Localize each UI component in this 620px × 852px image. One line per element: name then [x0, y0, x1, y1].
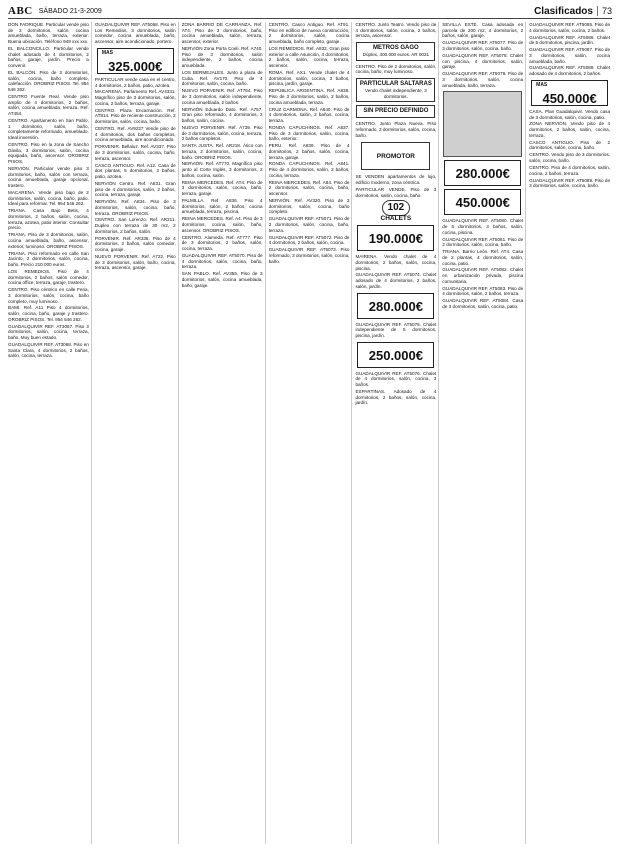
classified-ad: NUEVO PORVENIR. Ref. AT764. Piso de 3 dormitorios, salón independiente, cocina amueblada, 2 baños.: [181, 88, 263, 105]
classified-ad: GUADALQUIVIR REF. AT5079. Piso de 3 dormitorios, salón, cocina amueblada, baño, terraza.: [442, 71, 524, 88]
page-number: 73: [597, 6, 612, 16]
classified-ad: NUEVO PORVENIR. Ref. A739. Piso de 3 dormitorios, salón, cocina, terraza, 2 baños completos.: [181, 124, 263, 142]
price-value: 280.000€: [455, 166, 510, 182]
classified-ad: CENTRO. Ref. AV9227 Vende piso de 4 dormitorios, dos baños completos, cocina amueblada, aire acondicionado.: [94, 126, 176, 143]
classified-ad: EL BALCONCILLO. Particular vende chalet adosado de 4 dormitorios, 2 baños, garaje, jardín. Precio a convenir.: [8, 46, 89, 69]
classified-ad: TRIANA. Barrio León. Ref. AT4. Casa de 2 plantas, 4 dormitorios, salón, cocina, patio.: [442, 249, 524, 266]
classified-ad: NERVIÓN. Ref. AV320. Piso de 3 dormitorios, salón, cocina, baño completo.: [268, 198, 350, 215]
classified-ad: ZONA NERVIÓN. Vendo piso de 4 dormitorios, 2 baños, salón, cocina, terraza.: [529, 121, 611, 138]
ad-box-title: SIN PRECIO DEFINIDO: [363, 108, 429, 115]
price-label: MAS: [536, 81, 548, 88]
classified-ad: GUADALQUIVIR REF. AT5087. Piso de 3 dormitorios, salón, cocina amueblada, baño.: [529, 47, 611, 64]
classified-ad: GUADALQUIVIR REF. AT5078. Chalet con piscina, 4 dormitorios, salón, garaje.: [442, 52, 524, 70]
column-7: [529, 22, 612, 844]
classified-ad: PERU. Ref. A839. Piso de 4 dormitorios, 2 baños, salón, cocina, terraza, garaje.: [268, 143, 350, 160]
classified-ad: CRUZ CARMONA. Ref. A840. Piso de 4 dormitorios, salón, 2 baños, cocina, terraza.: [268, 106, 350, 123]
classified-ad: GUADALQUIVIR REF. AT5085. Piso de 4 dormitorios, salón, cocina, 2 baños.: [529, 22, 611, 33]
classified-ad: NERVIÓN Zona Porta Coeli. Ref. A740. Piso de 3 dormitorios, salón independiente, 2 baños, cocina amueblada.: [181, 46, 263, 69]
ad-box-title: METROS GAGO: [373, 45, 419, 52]
classified-ad: CASCO ANTIGUO. Ref. A12. Casa de dos plantas, 5 dormitorios, 2 baños, patio, azotea.: [94, 162, 176, 179]
price-value: 450.000€: [455, 195, 510, 211]
price-box: [357, 225, 434, 251]
classified-ad: TRIANA. Piso reformado en calle San Jacinto, 2 dormitorios, salón, cocina, baño. Precio 210.000 euros.: [8, 250, 89, 267]
section-title: Clasificados: [534, 5, 593, 17]
column-5: [355, 22, 439, 844]
classified-ad: ESPARTINAS. Adosado de 4 dormitorios, 2 baños, salón, cocina, jardín.: [355, 388, 437, 406]
classified-ad: GUADALQUIVIR REF. AT3067. Piso 3 dormitorios, salón, cocina, terraza, baño. Muy buen estado.: [8, 323, 89, 341]
column-1: [8, 22, 92, 844]
classified-ad: SEVILLA ESTE. Casa adosada en parcela de 200 m2, 4 dormitorios, 2 baños, salón, garaje.: [442, 22, 524, 39]
ad-box-text: Vendo chalet independiente, 3 dormitorios.: [364, 88, 427, 99]
column-3: [182, 22, 266, 844]
classified-ad: GUADALQUIVIR REF. AT5074. Chalet adosado de 4 dormitorios, 2 baños, salón, jardín.: [355, 272, 437, 289]
classified-ad: MACARENA. Parlamento Ref. AV4331. Magnífico piso de 3 dormitorios, salón, cocina, 2 baños, terraza, garaje.: [94, 89, 176, 106]
price-box: [97, 48, 174, 74]
price-value: 250.000€: [368, 347, 423, 363]
classified-ad: NERVIÓN. Particular vende piso 3 dormitorios, baño, salón con terraza, cocina amueblada, garaje opcional, trastero.: [8, 166, 89, 189]
classified-ad: NUEVO PORVENIR. Ref. A722. Piso de 3 dormitorios, salón, baño, cocina, terraza, ascensor, garaje.: [94, 254, 176, 271]
classified-ad: RONDA CAPUCHINOS. Ref. A841. Piso de 4 dormitorios, salón, 2 baños, cocina, terraza.: [268, 161, 350, 178]
classified-ad: LOS REMEDIOS. Ref. A832. Gran piso exterior a calle Asunción, 4 dormitorios, 2 baños, salón, cocina, terraza, ascensor.: [268, 46, 350, 69]
classified-ad: CENTRO. Plaza Encarnación. Ref. AT814. Piso de reciente construcción, 2 dormitorios, salón, cocina, baño.: [94, 107, 176, 125]
classified-ad: CENTRO. Casco Antiguo. Ref. AT91. Piso en edificio de nueva construcción, 2 dormitorios, salón, cocina amueblada, baño completo, garaje.: [268, 22, 350, 45]
column-6: [442, 22, 526, 844]
property-photo: [443, 91, 522, 157]
classified-ad: GUADALQUIVIR REF. AT5082. Chalet en urbanización privada, piscina comunitaria.: [442, 267, 524, 284]
price-box: [444, 189, 521, 215]
classified-ad: GUADALQUIVIR REF. AT5077. Piso de 3 dormitorios, salón, cocina, baño.: [442, 40, 524, 51]
page-header: [8, 4, 612, 19]
classified-ad: SANTA JUSTA. Ref. AR218. Ático con terraza, 2 dormitorios, salón, cocina, baño. OROBRIZ PISOS.: [181, 143, 263, 160]
classified-ad: CENTRO. San Lorenzo. Ref. AR211. Duplex con terraza de 30 m2, 2 dormitorios, 2 baños, salón.: [94, 217, 176, 234]
classified-ad: ROMA. Ref. AX1. Vende chalet de 4 dormitorios, salón, cocina, 3 baños, piscina, jardín, garaje.: [268, 70, 350, 87]
classified-ad: GUADALQUIVIR REF. AT5071. Piso de 3 dormitorios, salón, cocina, baño, terraza.: [268, 216, 350, 233]
classified-ad: REINA MERCEDES. Ref. AT4. Piso de 3 dormitorios, salón, cocina, baño, terraza, garaje.: [181, 179, 263, 197]
price-box: [444, 160, 521, 186]
classified-ad: GUADALQUIVIR REF. AT5086. Chalet de 5 dormitorios, piscina, jardín.: [529, 34, 611, 46]
classified-ad: REPÚBLICA ARGENTINA. Ref. A838. Piso de 3 dormitorios, salón, 2 baños, cocina amueblada, terraza.: [268, 88, 350, 105]
ad-box: [356, 78, 435, 102]
classified-ad: SAN PABLO. Ref. AV355. Piso de 3 dormitorios, salón, cocina amueblada, baño, garaje.: [181, 271, 263, 288]
classified-ad: GUADALQUIVIR REF. AT5083. Piso de 4 dormitorios, salón, 2 baños, terraza.: [442, 285, 524, 297]
classified-ad: EL BALCÓN. Piso de 3 dormitorios, salón, cocina, baño completo, calefacción. OROBRIZ PISOS. Tel. 954 546 262.: [8, 70, 89, 93]
classified-ad: NERVIÓN Centro. Ref. A831. Gran piso de 4 dormitorios, salón, 2 baños, cocina, terraza, garaje.: [94, 180, 176, 198]
ad-box: [356, 105, 435, 118]
classified-ad: RONDA CAPUCHINOS. Ref. A837. Piso de 3 dormitorios, salón, cocina, baño, exterior.: [268, 124, 350, 142]
classified-ad: TRIANA. Piso de 3 dormitorios, salón, cocina amueblada, baño, ascensor, exterior, luminoso. OROBRIZ PISOS.: [8, 232, 89, 249]
classified-ad: GUADALQUIVIR REF. AT5080. Chalet de 5 dormitorios, 3 baños, salón, cocina, piscina.: [442, 218, 524, 235]
price-value: 450.000€: [542, 90, 597, 106]
chalet-label: CHALETS: [380, 215, 412, 223]
classified-ad: LOS REMEDIOS. Piso de 4 dormitorios, 2 baños, salón comedor, cocina office, terraza, garaje, trastero.: [8, 268, 89, 286]
classified-ad: PORVENIR. Bellaluz. Ref. AV337. Piso de 3 dormitorios, salón, cocina, baño, terraza, ascensor.: [94, 144, 176, 161]
classified-ad: CENTRO. Alameda. Ref. AT777. Piso de 3 dormitorios, 2 baños, salón, cocina, terraza.: [181, 234, 263, 252]
classified-ad: CENTRO. Piso de 4 dormitorios, salón, cocina, 2 baños, terraza.: [529, 164, 611, 176]
classified-ad: GUADALQUIVIR REF. AT5084. Casa de 3 dormitorios, salón, cocina, patio.: [442, 298, 524, 310]
classified-ad: REINA MERCEDES. Ref. A4. Piso de 3 dormitorios, cocina, salón, baño, ascensor. OROBRIZ PISOS.: [181, 216, 263, 233]
classified-ad: BAMI. Ref. A11 Piso 4 dormitorios, salón, cocina, baño, garaje y trastero. OROBRIZ PISOS. Tel. 954 546 262.: [8, 305, 89, 322]
ad-box-title: PARTICULAR SALTARAS: [359, 81, 432, 88]
classified-ad: TRIANA. Casa Bajo Betis, 4 dormitorios, 2 baños, salón, cocina, terraza, azotea, patio interior. Consultar precio.: [8, 208, 89, 231]
classified-ad: GUADALQUIVIR REF. AT5068. Piso en Los Remedios, 3 dormitorios, salón comedor, cocina amueblada, baño, ascensor, aire acondicionado, portero.: [94, 22, 176, 45]
issue-date: SÁBADO 21-3-2009: [38, 7, 102, 15]
classified-ad: NERVIÓN Eduardo Dato. Ref. A757. Gran piso reformado, 4 dormitorios, 2 baños, salón, cocina.: [181, 106, 263, 123]
chalet-count: 102: [382, 200, 411, 216]
classified-ad: MACARENA. Vende piso bajo de 2 dormitorios, salón, cocina, baño, patio. Ideal para reformar. Tel. 954 546 262.: [8, 190, 89, 207]
classified-ad: PORVENIR. Ref. AR336. Piso de 4 dormitorios, 2 baños, salón comedor, cocina, garaje.: [94, 235, 176, 253]
promoter-stamp: PROMOTOR: [361, 142, 430, 170]
column-4: [269, 22, 353, 844]
price-value: 190.000€: [368, 231, 423, 247]
column-2: [95, 22, 179, 844]
classified-ad: ZONA BARRIO DE CARRANZA. Ref. AT4. Piso de 3 dormitorios, baño, cocina amueblada, salón, terraza, ascensor, exterior.: [181, 22, 263, 45]
classified-ad: CENTRO. Piso en la zona de Sancho Dávila, 3 dormitorios, salón, cocina equipada, baño, ascensor. OROBRIZ PISOS.: [8, 142, 89, 165]
chalet-badge: [355, 200, 436, 222]
classified-ad: PALMILLA. Ref. A836. Piso 4 dormitorios, salón, 2 baños, cocina amueblada, terraza, piscina.: [181, 198, 263, 215]
classified-ad: GUADALQUIVIR REF. AT5075. Chalet independiente de 5 dormitorios, piscina, jardín.: [355, 321, 437, 338]
classified-ad: GUADALQUIVIR REF. AT5088. Chalet adosado de 4 dormitorios, 2 baños.: [529, 65, 611, 77]
classified-ad: CENTRO. Piso de 2 dormitorios, salón, cocina, baño, muy luminoso.: [355, 63, 437, 75]
classified-ad: CENTRO Fuente Real. Vende piso amplio de 4 dormitorios, 2 baños, salón, cocina amueblada, terraza. Ref. AT454.: [8, 94, 89, 117]
classified-ad: CENTRO. Junto Plaza Nueva. Piso reformado, 3 dormitorios, salón, cocina, baño.: [355, 121, 437, 138]
price-box: [357, 342, 434, 368]
newspaper-logo: ABC: [8, 5, 33, 17]
classified-ad: CASCO ANTIGUO. Piso de 2 dormitorios, salón, cocina, baño.: [529, 139, 611, 151]
price-label: MAS: [101, 49, 113, 56]
classified-ad: SE VENDEN apartamentos de lujo, edificio moderno, zona céntrica.: [355, 174, 437, 186]
price-box: [531, 80, 608, 106]
classified-ad: GUADALQUIVIR REF. AT5073. Piso reformado, 3 dormitorios, salón, cocina, baño.: [268, 247, 350, 264]
classified-ad: CENTRO. Apartamento en San Pablo, 1 dormitorio, salón, baño, completamente reformado, amueblado. Ideal inversión.: [8, 118, 89, 141]
classified-ad: GUADALQUIVIR REF. AT5081. Piso de 2 dormitorios, salón, cocina, baño.: [442, 236, 524, 248]
price-value: 280.000€: [368, 298, 423, 314]
ad-box-text: Dúplex, 400.000 euros. AR 0021: [362, 52, 430, 58]
classified-ad: CENTRO. Junto Teatro. Vendo piso de 4 dormitorios, salón, cocina, 2 baños, terraza, ascensor.: [355, 22, 437, 39]
classified-ad: GUADALQUIVIR REF. AT5089. Piso de 3 dormitorios, salón, cocina, baño.: [529, 177, 611, 189]
price-box: [357, 293, 434, 319]
classified-ad: NERVIÓN. Ref. AT770. Magnífico piso junto al Corte Inglés, 3 dormitorios, 2 baños, cocina, salón.: [181, 161, 263, 178]
classified-ad: GUADALQUIVIR REF. AT3068. Piso en Santa Clara, 4 dormitorios, 2 baños, salón, cocina, terraza.: [8, 342, 89, 359]
classified-ad: DON FADRIQUE. Particular vende piso de 3 dormitorios, salón, cocina amueblada, baño, terraza, exterior. Buena ubicación. Teléfono 949 xxx xxx.: [8, 22, 89, 45]
classified-ad: REINA MERCEDES. Ref. A84. Piso de 2 dormitorios, salón, cocina, baño, ascensor.: [268, 179, 350, 197]
classified-ad: NERVIÓN. Ref. A834. Piso de 3 dormitorios, salón, cocina, baño, terraza. OROBRIZ PISOS.: [94, 199, 176, 216]
classified-ad: PARTICULAR vende casa en el centro, 4 dormitorios, 2 baños, patio, azotea.: [94, 76, 176, 88]
classified-ad: CENTRO. Piso céntrico en calle Feria, 3 dormitorios, salón, cocina, baño completo, muy luminoso.: [8, 287, 89, 304]
classified-ad: GUADALQUIVIR REF. AT5070. Piso de 4 dormitorios, salón, cocina, baño, terraza.: [181, 252, 263, 270]
classified-ad: MAIRENA. Vendo chalet de 4 dormitorios, 2 baños, salón, cocina, piscina.: [355, 254, 437, 271]
classified-ad: PARTICULAR VENDE. Piso de 3 dormitorios, salón, cocina, baño.: [355, 187, 437, 198]
ad-box: [356, 42, 435, 61]
classified-ad: CASA. Plan Guadalquivir. Vendo casa de 3 dormitorios, salón, cocina, patio.: [529, 108, 611, 120]
classified-ad: LOS BERMEJALES. Junto a plaza de Cuba. Ref. AV170. Piso de 4 dormitorios, salón, cocina, baño.: [181, 70, 263, 87]
classified-ad: CENTRO. Vendo piso de 3 dormitorios, salón, cocina, baño.: [529, 152, 611, 164]
classified-ad: GUADALQUIVIR REF. AT5076. Chalet de 4 dormitorios, salón, cocina, 3 baños.: [355, 370, 437, 388]
classified-columns: [8, 22, 612, 844]
price-value: 325.000€: [108, 58, 163, 74]
classified-ad: GUADALQUIVIR REF. AT5072. Piso de 4 dormitorios, 2 baños, salón, cocina.: [268, 234, 350, 246]
